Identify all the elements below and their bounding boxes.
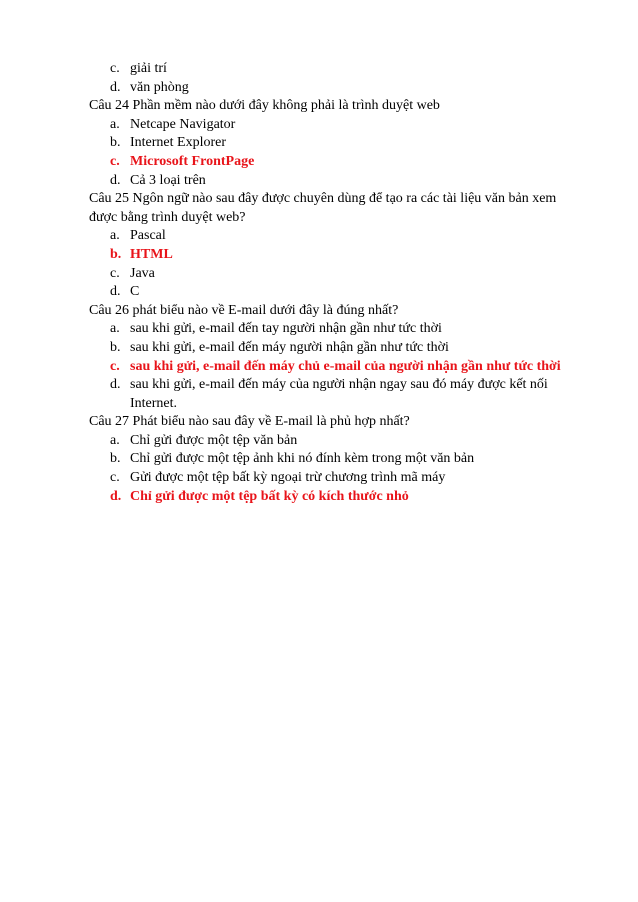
option-text: Internet Explorer [130, 135, 227, 151]
option-letter: b. [110, 135, 121, 151]
continued-option [110, 79, 579, 98]
option-letter: c. [110, 265, 120, 281]
question-26-option-correct [110, 358, 579, 377]
option-text: sau khi gửi, e-mail đến máy của người nhận ngay sau đó máy được kết nối Internet. [130, 377, 548, 411]
option-text: sau khi gửi, e-mail đến tay người nhận gần như tức thời [130, 321, 442, 337]
option-text: Netcape Navigator [130, 116, 236, 132]
option-text: Microsoft FrontPage [130, 153, 255, 169]
question-25-text: Câu 25 Ngôn ngữ nào sau đây được chuyên dùng để tạo ra các tài liệu văn bản xem được bằng trình duyệt web? [89, 191, 557, 225]
question-26-text: Câu 26 phát biểu nào về E-mail dưới đây là đúng nhất? [89, 302, 399, 318]
question-27-option [110, 450, 579, 469]
option-letter: d. [110, 172, 121, 188]
option-letter: a. [110, 432, 120, 448]
option-letter: d. [110, 79, 121, 95]
option-letter: a. [110, 228, 120, 244]
option-letter: b. [110, 339, 121, 355]
option-letter: c. [110, 153, 120, 169]
continued-option [110, 60, 579, 79]
question-25-option [110, 227, 579, 246]
option-text: Pascal [130, 228, 166, 244]
option-letter: b. [110, 246, 122, 262]
option-text: Gửi được một tệp bất kỳ ngoại trừ chương trình mã máy [130, 470, 446, 486]
question-25-option-correct [110, 246, 579, 265]
question-24-text: Câu 24 Phần mềm nào dưới đây không phải là trình duyệt web [89, 98, 440, 114]
option-letter: a. [110, 116, 120, 132]
option-letter: d. [110, 284, 121, 300]
option-text: HTML [130, 246, 173, 262]
question-27-option [110, 432, 579, 451]
question-26-option [110, 320, 579, 339]
question-24-option-correct [110, 153, 579, 172]
option-text: Chỉ gửi được một tệp văn bản [130, 432, 298, 448]
question-24-option [110, 172, 579, 191]
option-text: Chỉ gửi được một tệp bất kỳ có kích thước nhỏ [130, 488, 409, 504]
question-24-option [110, 116, 579, 135]
option-letter: d. [110, 377, 121, 393]
option-text: văn phòng [130, 79, 189, 95]
option-letter: b. [110, 451, 121, 467]
option-text: Chỉ gửi được một tệp ảnh khi nó đính kèm trong một văn bản [130, 451, 475, 467]
option-text: sau khi gửi, e-mail đến máy người nhận gần như tức thời [130, 339, 449, 355]
option-text: sau khi gửi, e-mail đến máy chủ e-mail của người nhận gần như tức thời [130, 358, 561, 374]
option-letter: c. [110, 61, 120, 76]
option-text: Java [130, 265, 155, 281]
option-letter: c. [110, 470, 120, 486]
question-27-text: Câu 27 Phát biểu nào sau đây về E-mail là phủ hợp nhất? [89, 414, 410, 430]
option-letter: a. [110, 321, 120, 337]
question-26-option [110, 339, 579, 358]
question-26-option [110, 376, 579, 413]
option-text: giải trí [130, 61, 167, 76]
quiz-content [89, 60, 579, 506]
option-text: C [130, 284, 140, 300]
question-25-option [110, 265, 579, 284]
question-24-option [110, 134, 579, 153]
option-letter: d. [110, 488, 122, 504]
option-letter: c. [110, 358, 120, 374]
question-27-option-correct [110, 488, 579, 507]
question-25-option [110, 283, 579, 302]
option-text: Cả 3 loại trên [130, 172, 206, 188]
question-27-option [110, 469, 579, 488]
